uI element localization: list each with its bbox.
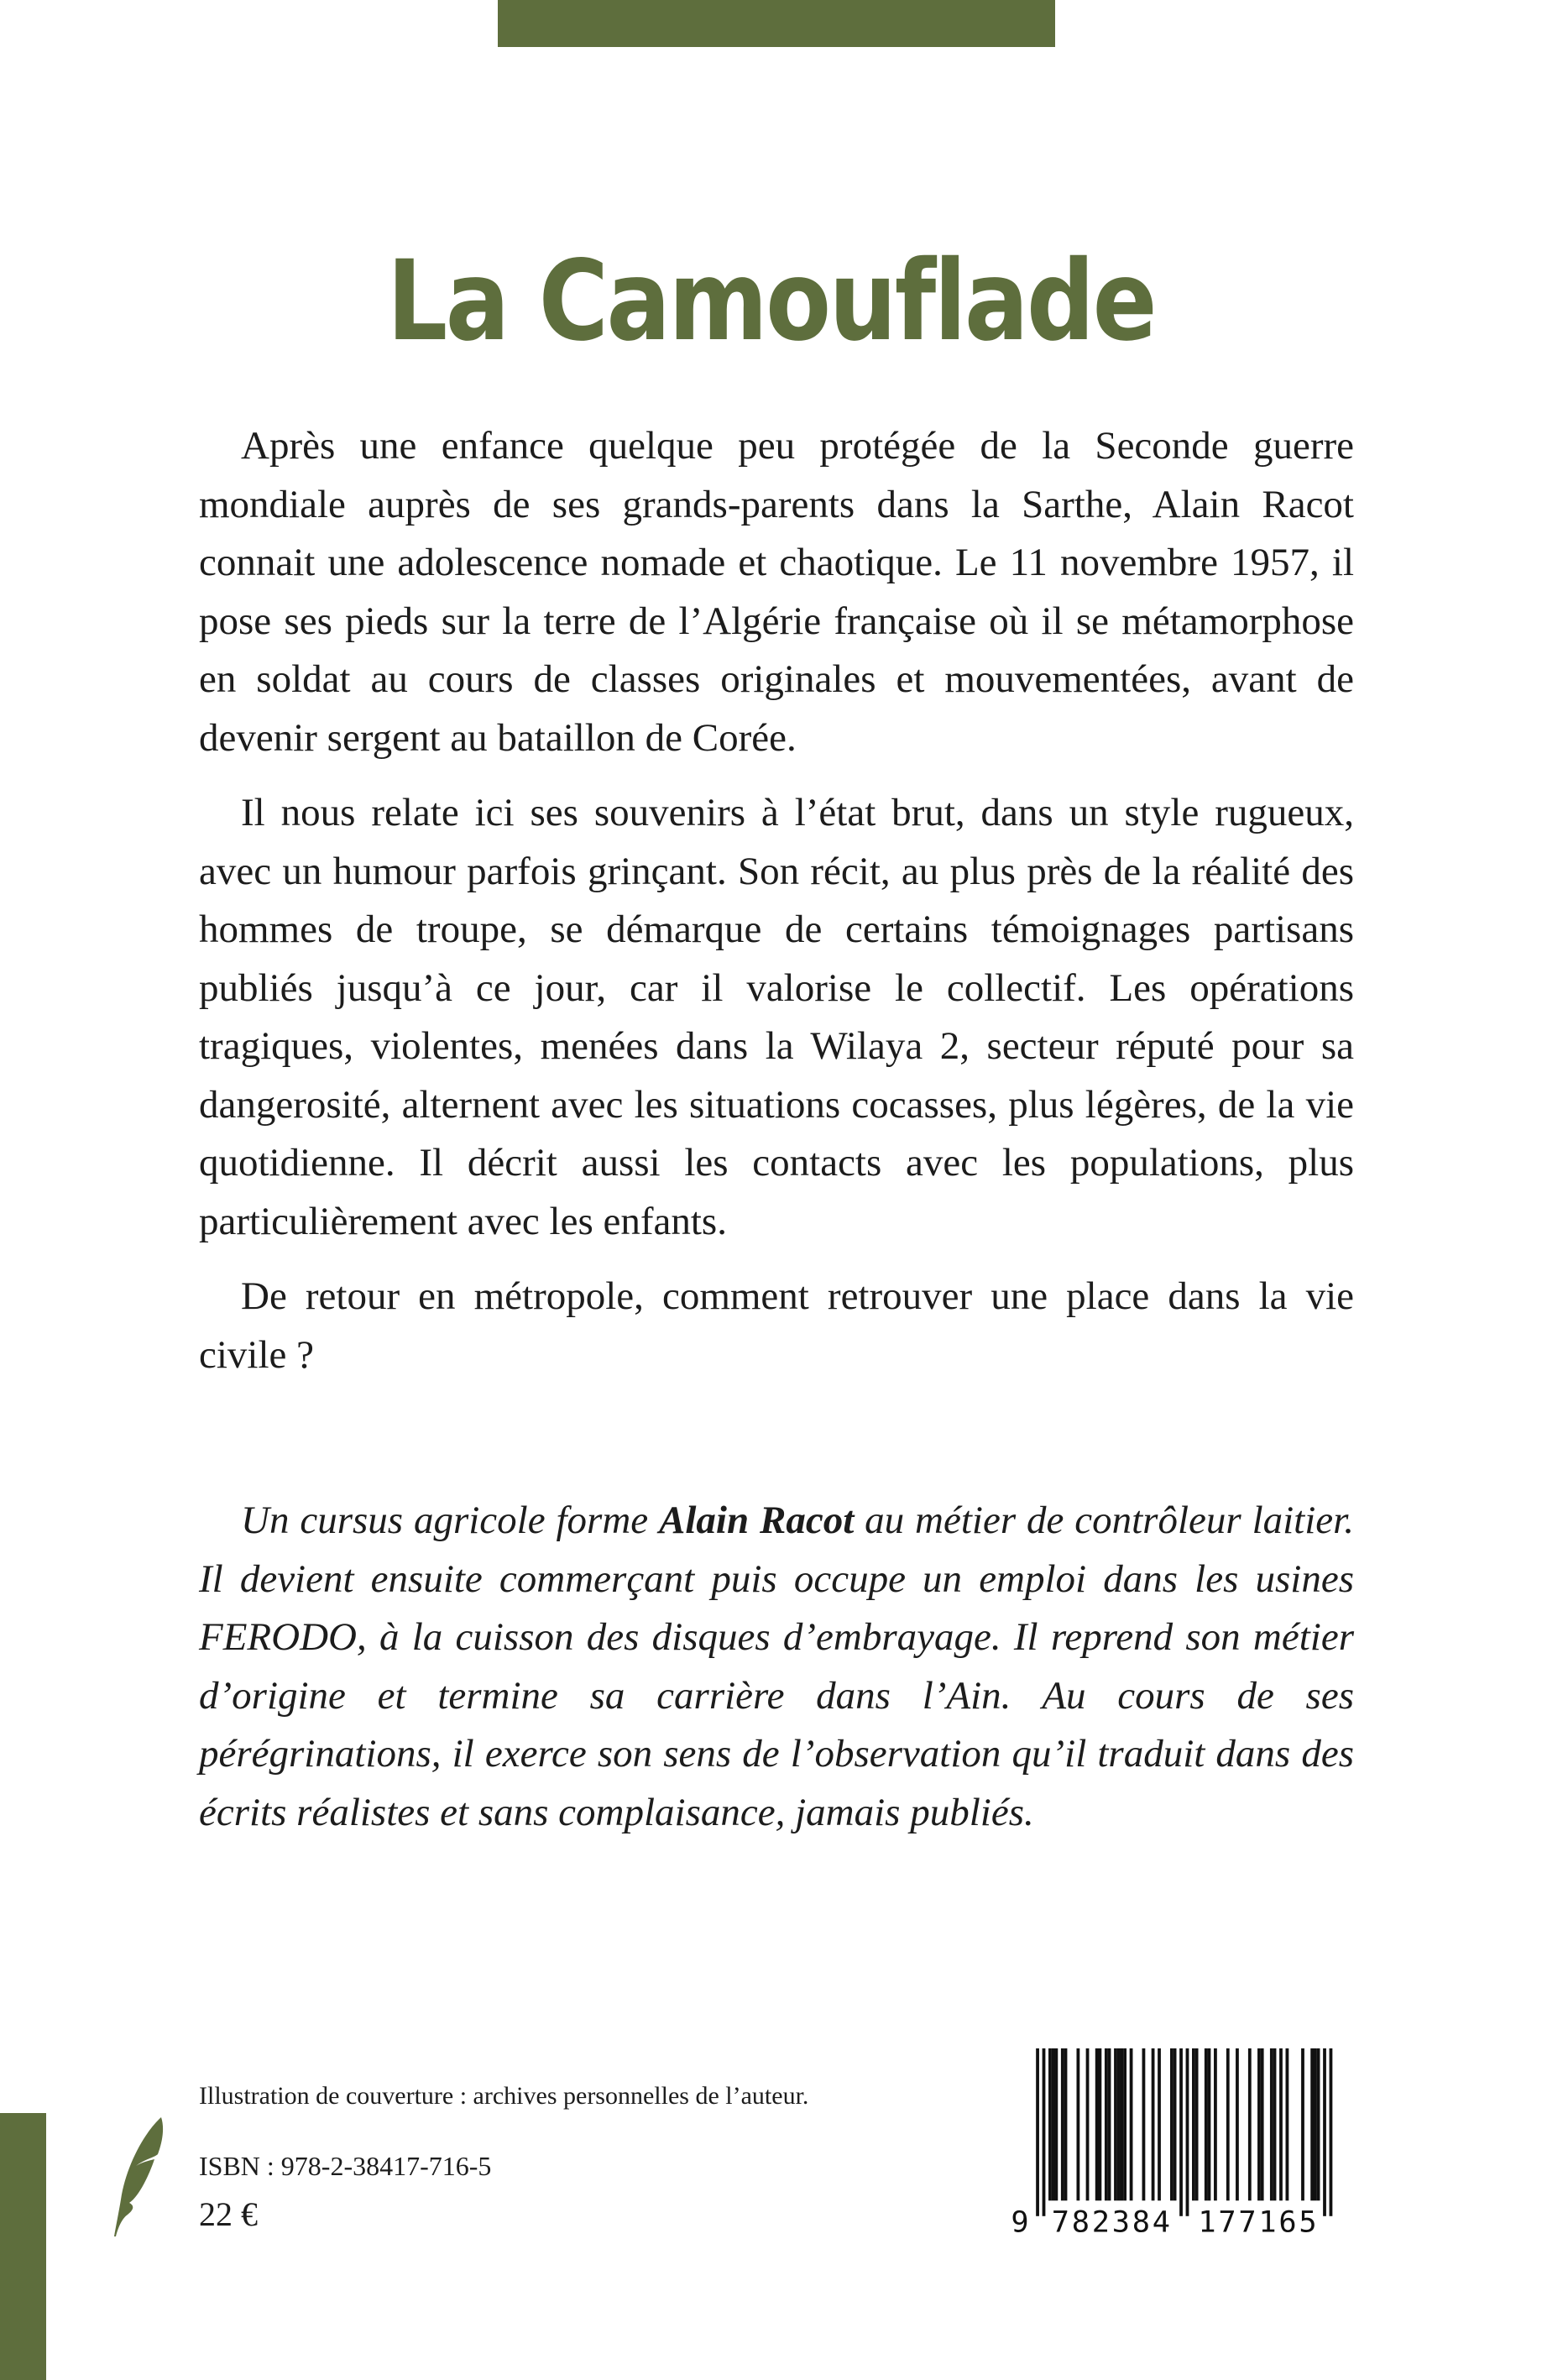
bio-text-start: Un cursus agricole forme — [241, 1499, 660, 1542]
blurb-paragraph-2: Il nous relate ici ses souvenirs à l’état brut, dans un style rugueux, avec un humour parfois grinçant. Son récit, au plus près de la réalité des hommes de troupe, se démarque de certains témoignages partisans publiés jusqu’à ce jour, car il valorise le collectif. Les opérations tragiques, violentes, menées dans la Wilaya 2, secteur réputé pour sa dangerosité, alternent avec les situations cocasses, plus légères, de la vie quotidienne. Il décrit aussi les contacts avec les populations, plus particulièrement avec les enfants. — [199, 791, 1354, 1243]
isbn-barcode — [1005, 2048, 1357, 2235]
author-bio-paragraph — [199, 1492, 1354, 1842]
author-name: Alain Racot — [659, 1499, 855, 1542]
price: 22 € — [199, 2195, 258, 2233]
bio-text-end: au métier de contrôleur laitier. Il devient ensuite commerçant puis occupe un emploi dans les usines FERODO, à la cuisson des disques d’embrayage. Il reprend son métier d’origine et termine sa carrière dans l’Ain. Au cours de ses pérégrinations, il exerce son sens de l’observation qu’il traduit dans des écrits réalistes et sans complaisance, jamais publiés. — [199, 1499, 1354, 1834]
cover-illustration-credit: Illustration de couverture : archives personnelles de l’auteur. — [199, 2082, 809, 2110]
blurb — [199, 417, 1354, 1401]
top-accent-bar — [498, 0, 1055, 47]
blurb-paragraph-1: Après une enfance quelque peu protégée de la Seconde guerre mondiale auprès de ses grands-parents dans la Sarthe, Alain Racot connait une adolescence nomade et chaotique. Le 11 novembre 1957, il pose ses pieds sur la terre de l’Algérie française où il se métamorphose en soldat au cours de classes originales et mouvementées, avant de devenir sergent au bataillon de Corée. — [199, 424, 1354, 760]
svg-text:782384: 782384 — [1051, 2205, 1170, 2235]
isbn: ISBN : 978-2-38417-716-5 — [199, 2151, 492, 2181]
author-bio — [199, 1492, 1354, 1859]
svg-text:9: 9 — [1011, 2205, 1029, 2235]
side-accent-bar — [0, 2113, 46, 2380]
quill-feather-icon — [111, 2116, 170, 2237]
book-title: La Camouflade — [386, 237, 1156, 367]
blurb-paragraph-3: De retour en métropole, comment retrouver une place dans la vie civile ? — [199, 1274, 1354, 1377]
svg-text:177165: 177165 — [1198, 2205, 1317, 2235]
